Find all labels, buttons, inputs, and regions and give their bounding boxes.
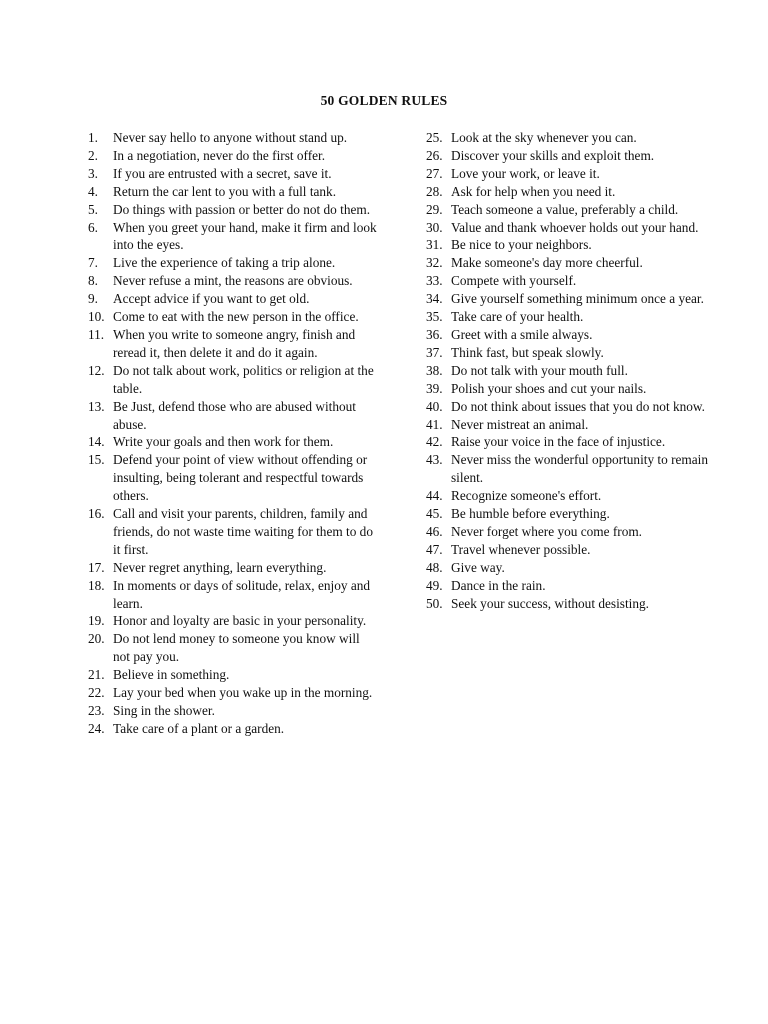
- rule-item: [426, 487, 716, 505]
- rule-number: 31.: [426, 237, 443, 253]
- rule-text: Travel whenever possible.: [451, 541, 591, 557]
- rule-text: Be Just, defend those who are abused without abuse.: [113, 398, 356, 432]
- rule-text: Never say hello to anyone without stand up.: [113, 130, 348, 145]
- rule-text: Do not talk about work, politics or religion at the table.: [113, 362, 374, 396]
- rule-text: Lay your bed when you wake up in the morning.: [113, 685, 373, 701]
- rule-number: 36.: [426, 326, 443, 342]
- rule-number: 16.: [88, 506, 105, 522]
- rule-text: Do not think about issues that you do not know.: [451, 398, 705, 414]
- rule-text: Call and visit your parents, children, family and friends, do not waste time waiting for them to do it first.: [113, 506, 373, 557]
- rule-item: [88, 612, 378, 630]
- rule-text: Never mistreat an animal.: [451, 416, 589, 432]
- rule-number: 44.: [426, 488, 443, 504]
- rule-text: Make someone's day more cheerful.: [451, 255, 643, 271]
- rule-text: Honor and loyalty are basic in your personality.: [113, 613, 367, 629]
- rule-item: [88, 219, 378, 255]
- rule-text: In moments or days of solitude, relax, enjoy and learn.: [113, 577, 371, 611]
- rule-number: 23.: [88, 703, 105, 718]
- rule-item: [426, 183, 716, 201]
- rule-number: 9.: [88, 291, 98, 307]
- rule-number: 12.: [88, 362, 105, 378]
- rule-text: Be nice to your neighbors.: [451, 237, 592, 253]
- rule-item: [426, 505, 716, 523]
- rule-number: 33.: [426, 273, 443, 289]
- rule-text: Greet with a smile always.: [451, 326, 593, 342]
- rule-item: [88, 129, 378, 147]
- rule-item: [426, 219, 716, 237]
- rule-item: [426, 236, 716, 254]
- rule-item: [88, 666, 378, 684]
- rule-number: 38.: [426, 362, 443, 378]
- rule-number: 10.: [88, 309, 105, 325]
- rule-number: 26.: [426, 147, 443, 163]
- page-title: 50 GOLDEN RULES: [320, 93, 448, 108]
- rule-text: Write your goals and then work for them.: [113, 434, 334, 450]
- rule-number: 41.: [426, 416, 443, 432]
- rule-text: When you greet your hand, make it firm and look into the eyes.: [113, 219, 377, 253]
- rule-item: [88, 272, 378, 290]
- rule-item: [426, 326, 716, 344]
- rule-number: 8.: [88, 273, 98, 289]
- rule-number: 30.: [426, 219, 443, 235]
- rule-item: [426, 272, 716, 290]
- rule-item: [88, 577, 378, 613]
- rule-item: [426, 129, 716, 147]
- rule-number: 39.: [426, 380, 443, 396]
- rule-text: Give way.: [451, 559, 505, 575]
- rule-item: [426, 433, 716, 451]
- rule-item: [426, 380, 716, 398]
- rule-item: [426, 523, 716, 541]
- rule-item: [426, 595, 716, 613]
- rule-number: 22.: [88, 685, 105, 701]
- rule-item: [426, 451, 716, 487]
- rule-number: 3.: [88, 165, 98, 181]
- rule-number: 20.: [88, 631, 105, 647]
- rule-text: Value and thank whoever holds out your hand.: [451, 219, 699, 235]
- rule-item: [426, 254, 716, 272]
- rule-number: 27.: [426, 165, 443, 181]
- rule-number: 43.: [426, 452, 443, 468]
- rule-text: Compete with yourself.: [451, 273, 577, 289]
- rule-number: 32.: [426, 255, 443, 271]
- rule-item: [426, 541, 716, 559]
- rule-item: [88, 720, 378, 738]
- rule-text: In a negotiation, never do the first offer.: [113, 147, 326, 163]
- rule-number: 34.: [426, 291, 443, 307]
- rule-number: 37.: [426, 344, 443, 360]
- rule-item: [88, 559, 378, 577]
- rule-item: [88, 684, 378, 702]
- rule-text: Ask for help when you need it.: [451, 183, 616, 199]
- rule-text: Love your work, or leave it.: [451, 165, 600, 181]
- rule-item: [426, 308, 716, 326]
- rule-item: [426, 559, 716, 577]
- rule-text: When you write to someone angry, finish and reread it, then delete it and do it again.: [113, 326, 356, 360]
- rule-number: 28.: [426, 183, 443, 199]
- rule-text: Polish your shoes and cut your nails.: [451, 380, 647, 396]
- rule-item: [88, 326, 378, 362]
- rule-item: [426, 165, 716, 183]
- rule-text: Believe in something.: [113, 667, 230, 683]
- rule-number: 24.: [88, 720, 105, 736]
- rule-number: 35.: [426, 309, 443, 325]
- rule-number: 13.: [88, 398, 105, 414]
- rule-text: Look at the sky whenever you can.: [451, 130, 637, 145]
- rule-item: [88, 702, 378, 720]
- rule-number: 6.: [88, 219, 98, 235]
- rule-item: [426, 344, 716, 362]
- rule-number: 47.: [426, 541, 443, 557]
- rule-text: If you are entrusted with a secret, save it.: [113, 165, 332, 181]
- rule-number: 7.: [88, 255, 98, 271]
- rule-text: Recognize someone's effort.: [451, 488, 602, 504]
- rule-text: Discover your skills and exploit them.: [451, 147, 655, 163]
- rule-number: 42.: [426, 434, 443, 450]
- rule-item: [426, 147, 716, 165]
- rule-item: [88, 201, 378, 219]
- rule-text: Teach someone a value, preferably a child.: [451, 201, 679, 217]
- rule-item: [88, 254, 378, 272]
- rules-column-left: [88, 129, 378, 738]
- rule-number: 29.: [426, 201, 443, 217]
- rule-item: [88, 290, 378, 308]
- rule-number: 2.: [88, 147, 98, 163]
- rule-text: Think fast, but speak slowly.: [451, 344, 604, 360]
- rule-item: [426, 416, 716, 434]
- rule-item: [88, 362, 378, 398]
- rule-text: Seek your success, without desisting.: [451, 595, 649, 611]
- rule-text: Be humble before everything.: [451, 506, 610, 522]
- rule-number: 14.: [88, 434, 105, 450]
- rule-number: 40.: [426, 398, 443, 414]
- rule-number: 17.: [88, 559, 105, 575]
- rule-number: 50.: [426, 595, 443, 611]
- rule-number: 11.: [88, 326, 105, 342]
- rule-item: [426, 398, 716, 416]
- rule-text: Defend your point of view without offending or insulting, being tolerant and respectful towards others.: [113, 452, 368, 504]
- rule-number: 18.: [88, 577, 105, 593]
- rule-text: Do not talk with your mouth full.: [451, 362, 628, 378]
- rule-text: Never miss the wonderful opportunity to remain silent.: [451, 452, 709, 486]
- rule-item: [426, 201, 716, 219]
- rule-text: Come to eat with the new person in the office.: [113, 309, 359, 325]
- rule-item: [88, 308, 378, 326]
- rule-item: [426, 362, 716, 380]
- rule-text: Sing in the shower.: [113, 703, 215, 718]
- rule-number: 1.: [88, 130, 98, 145]
- rule-number: 19.: [88, 613, 105, 629]
- rule-number: 4.: [88, 183, 98, 199]
- rule-text: Raise your voice in the face of injustice.: [451, 434, 666, 450]
- rule-item: [88, 183, 378, 201]
- rule-text: Take care of a plant or a garden.: [113, 720, 285, 736]
- rule-number: 21.: [88, 667, 105, 683]
- rule-item: [88, 433, 378, 451]
- rule-item: [88, 398, 378, 434]
- rule-item: [88, 451, 378, 505]
- rule-text: Return the car lent to you with a full tank.: [113, 183, 337, 199]
- rule-number: 46.: [426, 523, 443, 539]
- rule-number: 25.: [426, 130, 443, 145]
- rule-text: Give yourself something minimum once a year.: [451, 291, 704, 307]
- rule-text: Never regret anything, learn everything.: [113, 559, 327, 575]
- rule-number: 45.: [426, 506, 443, 522]
- rule-text: Dance in the rain.: [451, 577, 546, 593]
- rule-text: Accept advice if you want to get old.: [113, 291, 310, 307]
- rule-item: [426, 290, 716, 308]
- rule-text: Never forget where you come from.: [451, 523, 643, 539]
- rule-number: 49.: [426, 577, 443, 593]
- rule-item: [88, 165, 378, 183]
- rule-item: [88, 505, 378, 559]
- rule-number: 48.: [426, 559, 443, 575]
- rule-item: [88, 630, 378, 666]
- rule-text: Do not lend money to someone you know will not pay you.: [113, 631, 360, 665]
- rule-text: Never refuse a mint, the reasons are obvious.: [113, 273, 353, 289]
- rule-number: 5.: [88, 201, 98, 217]
- rule-number: 15.: [88, 452, 105, 468]
- rule-text: Do things with passion or better do not do them.: [113, 201, 371, 217]
- rule-item: [88, 147, 378, 165]
- rule-text: Take care of your health.: [451, 309, 584, 325]
- rules-column-right: [426, 129, 716, 612]
- rule-text: Live the experience of taking a trip alone.: [113, 255, 336, 271]
- rule-item: [426, 577, 716, 595]
